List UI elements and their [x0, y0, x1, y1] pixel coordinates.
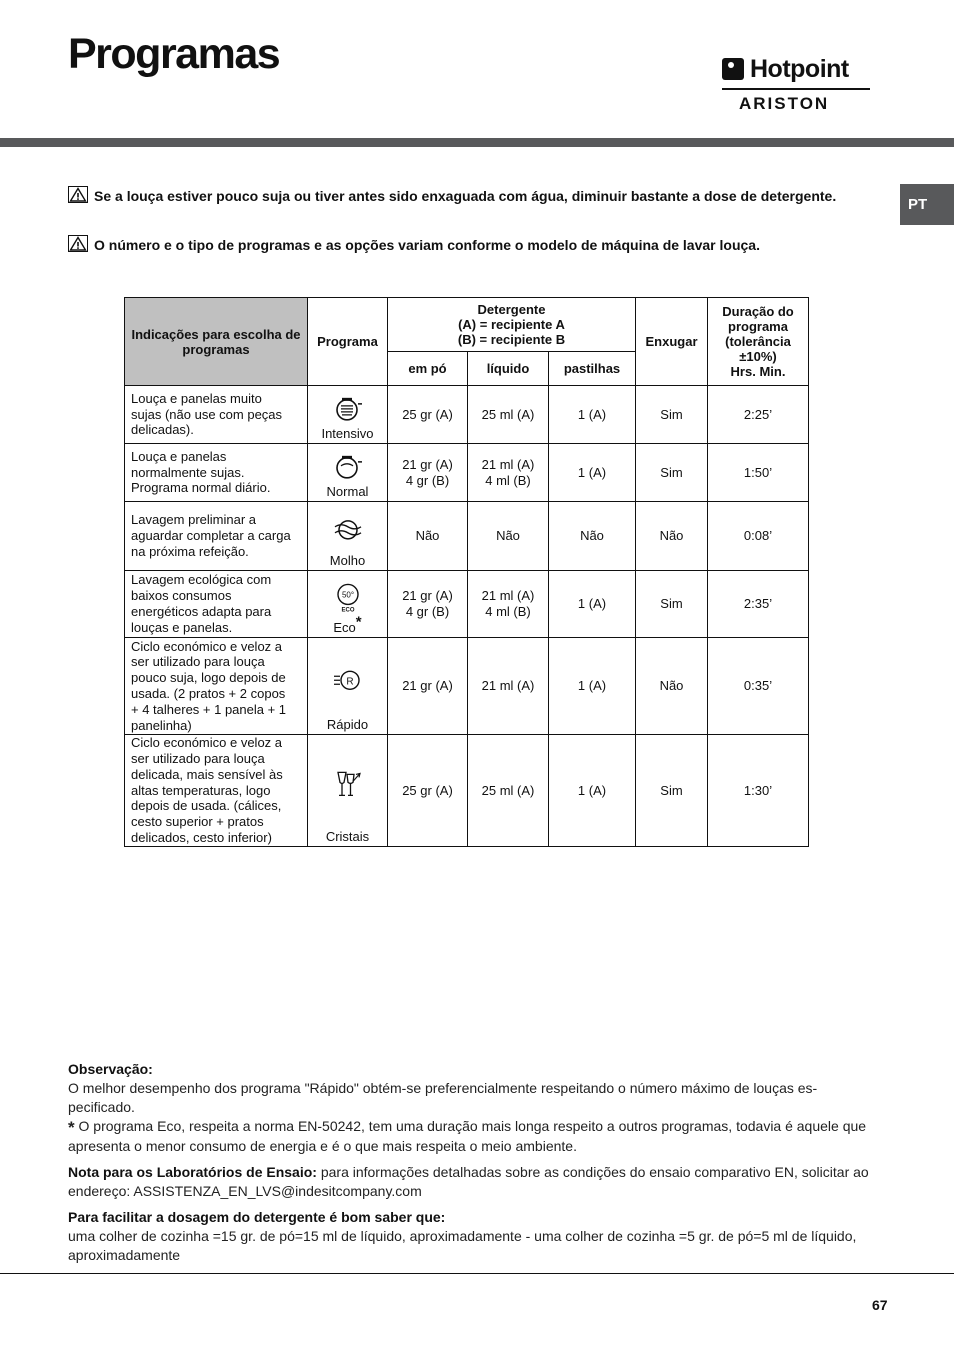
crystal-glasses-icon	[334, 769, 362, 799]
cell-duration: 2:25’	[708, 386, 809, 444]
row-description: Louça e panelas normalmente sujas. Programa normal diário.	[125, 444, 308, 502]
header-bar	[0, 138, 954, 147]
page-title: Programas	[68, 30, 280, 78]
header-detergent-b: (B) = recipiente B	[457, 332, 566, 347]
program-cell	[308, 571, 388, 638]
program-name: Normal	[326, 484, 369, 499]
header-detergent-title: Detergente	[477, 302, 546, 317]
cell-dry: Não	[636, 638, 708, 735]
program-name: Intensivo	[321, 426, 374, 441]
eco-temp-text: 50°	[341, 590, 354, 600]
cell-tablets: 1 (A)	[549, 386, 636, 444]
cell-duration: 0:08’	[708, 502, 809, 571]
program-name: Eco	[333, 620, 356, 635]
header-dry: Enxugar	[636, 298, 708, 386]
page-number: 67	[872, 1297, 888, 1313]
cell-powder: 21 gr (A) 4 gr (B)	[388, 444, 468, 502]
table-row	[125, 571, 809, 638]
header-duration-line: Duração do	[722, 304, 794, 319]
rapid-letter: R	[345, 676, 354, 688]
header-duration-line: Hrs. Min.	[730, 364, 786, 379]
warning-note	[68, 186, 868, 206]
eco-note	[68, 1117, 874, 1156]
cell-powder: 21 gr (A) 4 gr (B)	[388, 571, 468, 638]
footer-notes	[68, 1060, 874, 1265]
cell-powder: 21 gr (A)	[388, 638, 468, 735]
cell-dry: Sim	[636, 735, 708, 847]
cell-duration: 1:30’	[708, 735, 809, 847]
cell-powder: 25 gr (A)	[388, 386, 468, 444]
warning-icon	[68, 235, 88, 252]
footer-rule	[0, 1273, 954, 1274]
table-row	[125, 444, 809, 502]
intensive-pot-icon	[333, 394, 363, 422]
header-tablets: pastilhas	[549, 352, 636, 386]
logo-divider	[722, 88, 870, 90]
program-name-wrap	[308, 613, 387, 635]
row-description: Lavagem preliminar a aguardar completar a carga na próxima refeição.	[125, 502, 308, 571]
lab-note-label: Nota para os Laboratórios de Ensaio:	[68, 1164, 317, 1180]
observation-title: Observação:	[68, 1061, 153, 1077]
program-name: Molho	[329, 553, 366, 568]
program-cell	[308, 638, 388, 735]
cell-liquid: Não	[468, 502, 549, 571]
cell-tablets: 1 (A)	[549, 735, 636, 847]
cell-powder: Não	[388, 502, 468, 571]
header-powder: em pó	[388, 352, 468, 386]
program-cell	[308, 735, 388, 847]
cell-tablets: 1 (A)	[549, 638, 636, 735]
hotpoint-logo-icon	[722, 58, 744, 80]
brand-name: Hotpoint	[750, 54, 849, 83]
header-duration	[708, 298, 809, 386]
header-liquid: líquido	[468, 352, 549, 386]
cell-liquid: 25 ml (A)	[468, 386, 549, 444]
program-table	[124, 297, 809, 847]
header-duration-line: (tolerância	[725, 334, 791, 349]
header-duration-line: programa	[728, 319, 788, 334]
program-name: Rápido	[326, 717, 369, 732]
row-description: Ciclo económico e veloz a ser utilizado para louça pouco suja, logo depois de usada. (2 pratos + 2 copos + 4 talheres + 1 panela + 1 panelinha)	[125, 638, 308, 735]
dose-text: uma colher de cozinha =15 gr. de pó=15 ml de líquido, aproximadamente - uma colher de cozinha =5 gr. de pó=5 ml de líquido, aproximadamente	[68, 1228, 857, 1263]
observation-text: O melhor desempenho dos programa "Rápido" obtém-se preferencialmente respeitando o número máximo de louças es-pecificado.	[68, 1080, 818, 1115]
cell-liquid: 25 ml (A)	[468, 735, 549, 847]
table-row	[125, 638, 809, 735]
cell-dry: Sim	[636, 444, 708, 502]
warning-icon	[68, 186, 88, 203]
brand-logo	[722, 54, 870, 118]
eco-asterisk: *	[355, 613, 362, 631]
cell-liquid: 21 ml (A)	[468, 638, 549, 735]
table-row	[125, 502, 809, 571]
lab-note-text: para informações detalhadas sobre as condições do ensaio comparativo EN, solicitar ao endereço: ASSISTENZA_EN_LVS@indesitcompany.com	[68, 1164, 869, 1199]
eco-50-icon	[335, 582, 361, 612]
language-tab: PT	[900, 184, 954, 225]
cell-liquid: 21 ml (A) 4 ml (B)	[468, 444, 549, 502]
cell-duration: 2:35’	[708, 571, 809, 638]
table-header-row	[125, 298, 809, 352]
cell-powder: 25 gr (A)	[388, 735, 468, 847]
lab-note	[68, 1163, 874, 1201]
table-row	[125, 735, 809, 847]
program-cell	[308, 386, 388, 444]
warning-note	[68, 235, 888, 255]
row-description: Louça e panelas muito sujas (não use com peças delicadas).	[125, 386, 308, 444]
warning-text: O número e o tipo de programas e as opções variam conforme o modelo de máquina de lavar louça.	[94, 237, 760, 253]
eco-text: ECO	[340, 607, 355, 613]
cell-tablets: 1 (A)	[549, 571, 636, 638]
header-detergent-a: (A) = recipiente A	[458, 317, 565, 332]
row-description: Ciclo económico e veloz a ser utilizado para louça delicada, mais sensível às altas temperaturas, logo depois de usada. (cálices, cesto superior + pratos delicados, cesto inferior)	[125, 735, 308, 847]
cell-duration: 1:50’	[708, 444, 809, 502]
header-duration-line: ±10%)	[739, 349, 777, 364]
header-program: Programa	[308, 298, 388, 386]
warning-text: Se a louça estiver pouco suja ou tiver antes sido enxaguada com água, diminuir bastante a dose de detergente.	[94, 188, 837, 204]
cell-dry: Sim	[636, 571, 708, 638]
row-description: Lavagem ecológica com baixos consumos energéticos adapta para louças e panelas.	[125, 571, 308, 638]
program-name: Cristais	[325, 829, 370, 844]
cell-tablets: 1 (A)	[549, 444, 636, 502]
header-detergent	[388, 298, 636, 352]
program-cell	[308, 444, 388, 502]
dose-title: Para facilitar a dosagem do detergente é bom saber que:	[68, 1209, 446, 1225]
table-row	[125, 386, 809, 444]
cell-dry: Não	[636, 502, 708, 571]
normal-pot-icon	[333, 452, 363, 480]
eco-note-text: O programa Eco, respeita a norma EN-50242, tem uma duração mais longa respeito a outros programas, todavia é aquele que apresenta o menor consumo de energia e é o que mais respeita o meio ambiente.	[68, 1118, 867, 1154]
cell-liquid: 21 ml (A) 4 ml (B)	[468, 571, 549, 638]
cell-dry: Sim	[636, 386, 708, 444]
brand-subname: ARISTON	[739, 94, 830, 113]
cell-tablets: Não	[549, 502, 636, 571]
soak-icon	[333, 516, 363, 544]
program-cell	[308, 502, 388, 571]
eco-note-asterisk: *	[68, 1118, 75, 1137]
rapid-r-icon	[333, 667, 363, 693]
header-indication: Indicações para escolha de programas	[125, 298, 308, 386]
cell-duration: 0:35’	[708, 638, 809, 735]
